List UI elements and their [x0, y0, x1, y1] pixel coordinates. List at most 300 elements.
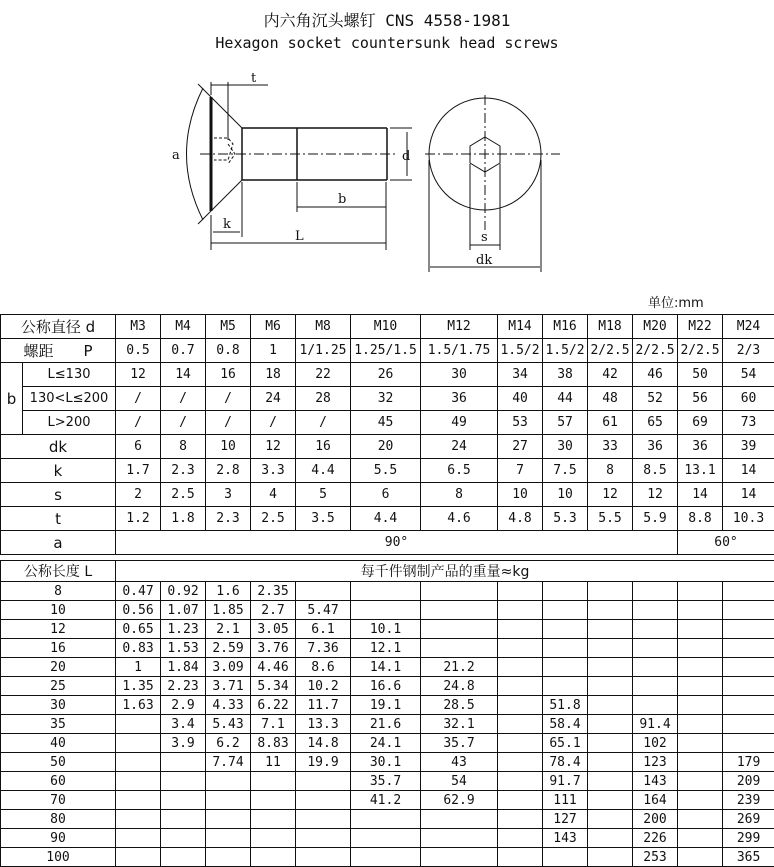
weight-value: 78.4: [543, 753, 588, 772]
size-header: M10: [351, 315, 421, 339]
weight-value: 91.7: [543, 772, 588, 791]
b-value: 38: [543, 363, 588, 387]
pitch-value: 1.5/1.75: [421, 339, 498, 363]
b-value: /: [161, 411, 206, 435]
b-value: 14: [161, 363, 206, 387]
weight-value: 21.2: [421, 658, 498, 677]
size-header: M20: [633, 315, 678, 339]
weight-value: 226: [633, 829, 678, 848]
length-value: 30: [1, 696, 116, 715]
dim-value: 5: [296, 483, 351, 507]
weight-value: 2.7: [251, 601, 296, 620]
dim-value: 6: [116, 435, 161, 459]
weight-value: [351, 848, 421, 867]
dim-value: 4.4: [351, 507, 421, 531]
weight-value: [206, 810, 251, 829]
weight-value: [633, 620, 678, 639]
size-header: M24: [723, 315, 774, 339]
weight-value: 1.07: [161, 601, 206, 620]
weight-value: [678, 715, 723, 734]
weight-value: [351, 810, 421, 829]
weight-value: [543, 658, 588, 677]
weight-value: [421, 810, 498, 829]
weight-value: 3.09: [206, 658, 251, 677]
dim-value: 6: [351, 483, 421, 507]
weight-value: 8.83: [251, 734, 296, 753]
dim-value: 1.8: [161, 507, 206, 531]
weight-value: 62.9: [421, 791, 498, 810]
weight-value: [161, 772, 206, 791]
b-value: 49: [421, 411, 498, 435]
weight-value: 0.92: [161, 582, 206, 601]
weight-row: [1, 791, 774, 810]
weight-value: 164: [633, 791, 678, 810]
weight-value: [116, 829, 161, 848]
weight-value: 365: [723, 848, 774, 867]
weight-value: 127: [543, 810, 588, 829]
b-value: 57: [543, 411, 588, 435]
weight-value: 41.2: [351, 791, 421, 810]
weight-row: [1, 601, 774, 620]
dim-value: 14: [723, 483, 774, 507]
weight-value: 11.7: [296, 696, 351, 715]
weight-value: [498, 582, 543, 601]
weight-value: [633, 639, 678, 658]
dim-value: 8.8: [678, 507, 723, 531]
b-value: 16: [206, 363, 251, 387]
dim-value: 14: [723, 459, 774, 483]
weight-value: [498, 810, 543, 829]
weight-value: [251, 810, 296, 829]
weight-value: [543, 620, 588, 639]
weight-value: 54: [421, 772, 498, 791]
weight-value: [678, 620, 723, 639]
weight-value: [678, 772, 723, 791]
weight-value: 200: [633, 810, 678, 829]
b-value: 54: [723, 363, 774, 387]
dim-value: 10.3: [723, 507, 774, 531]
weight-value: [588, 715, 633, 734]
weight-row: [1, 848, 774, 867]
pitch-value: 1/1.25: [296, 339, 351, 363]
weight-value: 6.1: [296, 620, 351, 639]
dim-value: 10: [498, 483, 543, 507]
weight-value: 35.7: [351, 772, 421, 791]
dim-row-k: [1, 459, 774, 483]
dim-value: 5.9: [633, 507, 678, 531]
dim-value: 13.1: [678, 459, 723, 483]
b-value: 60: [723, 387, 774, 411]
weight-value: 35.7: [421, 734, 498, 753]
length-value: 25: [1, 677, 116, 696]
dim-value: 2.3: [206, 507, 251, 531]
weight-value: [296, 810, 351, 829]
b-value: 52: [633, 387, 678, 411]
angle-row: [1, 531, 774, 555]
weight-value: 6.2: [206, 734, 251, 753]
dim-value: 2.5: [251, 507, 296, 531]
weight-value: [251, 829, 296, 848]
size-header: M6: [251, 315, 296, 339]
weight-value: [723, 715, 774, 734]
weight-value: [498, 677, 543, 696]
b-condition: L≤130: [23, 363, 116, 387]
length-value: 50: [1, 753, 116, 772]
pitch-value: 1.5/2: [498, 339, 543, 363]
dim-label-d: d: [402, 149, 410, 164]
size-header: M22: [678, 315, 723, 339]
dim-value: 36: [633, 435, 678, 459]
pitch-value: 2/2.5: [633, 339, 678, 363]
weight-value: [723, 658, 774, 677]
weight-value: [633, 696, 678, 715]
weight-value: 0.65: [116, 620, 161, 639]
b-value: 36: [421, 387, 498, 411]
weight-value: [498, 734, 543, 753]
dim-value: 2.5: [161, 483, 206, 507]
weight-value: [678, 848, 723, 867]
weight-value: 7.74: [206, 753, 251, 772]
weight-value: [543, 639, 588, 658]
length-value: 16: [1, 639, 116, 658]
weight-value: 7.1: [251, 715, 296, 734]
dim-value: 24: [421, 435, 498, 459]
dim-value: 5.3: [543, 507, 588, 531]
weight-value: [251, 791, 296, 810]
b-condition: L>200: [23, 411, 116, 435]
length-value: 20: [1, 658, 116, 677]
b-value: 61: [588, 411, 633, 435]
pitch-label: [1, 339, 116, 363]
weight-value: 209: [723, 772, 774, 791]
weight-value: [678, 601, 723, 620]
b-value: 30: [421, 363, 498, 387]
dim-value: 12: [251, 435, 296, 459]
b-row: [1, 411, 774, 435]
weight-value: [498, 829, 543, 848]
weight-value: 14.8: [296, 734, 351, 753]
unit-label: 单位:mm: [648, 292, 704, 311]
weight-value: 179: [723, 753, 774, 772]
weight-value: 2.9: [161, 696, 206, 715]
dim-value: 36: [678, 435, 723, 459]
dim-label: s: [1, 483, 116, 507]
dim-value: 3: [206, 483, 251, 507]
weight-value: [116, 715, 161, 734]
weight-value: 24.1: [351, 734, 421, 753]
b-value: 46: [633, 363, 678, 387]
pitch-value: 2/3: [723, 339, 774, 363]
dim-value: 4.8: [498, 507, 543, 531]
weight-value: [588, 734, 633, 753]
weight-value: 32.1: [421, 715, 498, 734]
weight-value: [588, 601, 633, 620]
dim-value: 8: [588, 459, 633, 483]
weight-value: [678, 753, 723, 772]
weight-value: [116, 791, 161, 810]
pitch-value: 1: [251, 339, 296, 363]
weight-value: [723, 582, 774, 601]
weight-value: [421, 620, 498, 639]
weight-value: 0.83: [116, 639, 161, 658]
weight-value: [543, 677, 588, 696]
dim-label-k: k: [223, 217, 231, 232]
weight-value: [678, 582, 723, 601]
weight-row: [1, 829, 774, 848]
weight-value: [588, 810, 633, 829]
weight-value: [543, 848, 588, 867]
weight-value: 21.6: [351, 715, 421, 734]
b-value: /: [116, 387, 161, 411]
weight-value: [161, 829, 206, 848]
dim-value: 8: [421, 483, 498, 507]
weight-value: [678, 658, 723, 677]
b-value: /: [206, 411, 251, 435]
length-value: 90: [1, 829, 116, 848]
weight-value: [421, 601, 498, 620]
weight-value: 299: [723, 829, 774, 848]
weight-value: 28.5: [421, 696, 498, 715]
weight-value: 2.1: [206, 620, 251, 639]
dim-value: 3.5: [296, 507, 351, 531]
b-value: 65: [633, 411, 678, 435]
dim-label-t: t: [251, 71, 257, 86]
length-value: 70: [1, 791, 116, 810]
dim-value: 8.5: [633, 459, 678, 483]
weight-value: [421, 582, 498, 601]
pitch-value: 2/2.5: [678, 339, 723, 363]
weight-value: 1.53: [161, 639, 206, 658]
dim-value: 7: [498, 459, 543, 483]
weight-value: [498, 791, 543, 810]
dim-value: 30: [543, 435, 588, 459]
weight-value: [678, 810, 723, 829]
weight-value: [498, 715, 543, 734]
b-value: 32: [351, 387, 421, 411]
weight-value: [116, 810, 161, 829]
dim-value: 10: [206, 435, 251, 459]
weight-row: [1, 810, 774, 829]
weight-value: 1.84: [161, 658, 206, 677]
weight-value: 1.6: [206, 582, 251, 601]
b-value: 42: [588, 363, 633, 387]
dim-value: 16: [296, 435, 351, 459]
weight-value: [296, 829, 351, 848]
weight-value: [161, 810, 206, 829]
weight-value: 19.9: [296, 753, 351, 772]
weight-value: [723, 601, 774, 620]
pitch-value: 0.5: [116, 339, 161, 363]
weight-value: 3.71: [206, 677, 251, 696]
weight-row: [1, 658, 774, 677]
size-header: M12: [421, 315, 498, 339]
pitch-value: 0.7: [161, 339, 206, 363]
dim-label-dk: dk: [476, 253, 492, 268]
weight-value: 5.43: [206, 715, 251, 734]
weight-row: [1, 620, 774, 639]
b-value: 44: [543, 387, 588, 411]
length-value: 60: [1, 772, 116, 791]
weight-value: [206, 772, 251, 791]
weight-value: [678, 829, 723, 848]
weight-value: [543, 582, 588, 601]
title-english: Hexagon socket countersunk head screws: [0, 34, 774, 52]
b-value: 24: [251, 387, 296, 411]
b-value: 26: [351, 363, 421, 387]
weight-value: [723, 677, 774, 696]
weight-row: [1, 772, 774, 791]
weight-value: [421, 848, 498, 867]
weight-value: [498, 696, 543, 715]
weight-value: 65.1: [543, 734, 588, 753]
weight-value: 24.8: [421, 677, 498, 696]
weight-value: [588, 620, 633, 639]
b-value: 56: [678, 387, 723, 411]
dim-label-L: L: [295, 229, 304, 244]
weight-value: 3.76: [251, 639, 296, 658]
b-value: 73: [723, 411, 774, 435]
size-header-row: [1, 315, 774, 339]
weight-value: [723, 696, 774, 715]
dim-value: 12: [633, 483, 678, 507]
weight-value: 269: [723, 810, 774, 829]
dim-label: k: [1, 459, 116, 483]
dim-value: 14: [678, 483, 723, 507]
weight-value: [351, 829, 421, 848]
size-header: M5: [206, 315, 251, 339]
weight-value: 2.35: [251, 582, 296, 601]
dim-label: t: [1, 507, 116, 531]
b-value: 48: [588, 387, 633, 411]
weight-value: [206, 791, 251, 810]
weight-value: 2.23: [161, 677, 206, 696]
b-value: 45: [351, 411, 421, 435]
weight-value: [588, 677, 633, 696]
weight-value: [678, 696, 723, 715]
weight-value: 253: [633, 848, 678, 867]
weight-value: 3.9: [161, 734, 206, 753]
weight-row: [1, 677, 774, 696]
dim-value: 6.5: [421, 459, 498, 483]
weight-value: [588, 753, 633, 772]
weight-row: [1, 734, 774, 753]
weight-value: 51.8: [543, 696, 588, 715]
dim-value: 12: [588, 483, 633, 507]
weight-value: 2.59: [206, 639, 251, 658]
b-row: [1, 387, 774, 411]
pitch-row: [1, 339, 774, 363]
angle-value-90: 90°: [116, 531, 678, 555]
angle-value-60: 60°: [678, 531, 774, 555]
weight-value: [633, 658, 678, 677]
weight-value: [498, 848, 543, 867]
weight-value: 4.33: [206, 696, 251, 715]
b-value: 12: [116, 363, 161, 387]
weight-header-row: [1, 561, 774, 582]
weight-value: 1: [116, 658, 161, 677]
weight-value: 30.1: [351, 753, 421, 772]
weight-value: 13.3: [296, 715, 351, 734]
weight-value: 1.35: [116, 677, 161, 696]
weight-value: [588, 772, 633, 791]
weight-value: [498, 658, 543, 677]
dim-value: 33: [588, 435, 633, 459]
length-value: 40: [1, 734, 116, 753]
weight-value: 0.56: [116, 601, 161, 620]
dim-label-s: s: [481, 230, 488, 245]
b-value: /: [116, 411, 161, 435]
weight-value: 7.36: [296, 639, 351, 658]
dim-value: 4.6: [421, 507, 498, 531]
weight-value: [206, 848, 251, 867]
weight-value: [723, 639, 774, 658]
size-header: M8: [296, 315, 351, 339]
weight-value: [161, 753, 206, 772]
dim-label-b: b: [338, 192, 346, 207]
weight-value: [588, 658, 633, 677]
weight-value: 111: [543, 791, 588, 810]
weight-value: [678, 639, 723, 658]
weight-value: [633, 677, 678, 696]
weight-value: [723, 734, 774, 753]
weight-value: [116, 753, 161, 772]
dim-value: 2.8: [206, 459, 251, 483]
pitch-value: 1.5/2: [543, 339, 588, 363]
weight-row: [1, 696, 774, 715]
dim-value: 5.5: [588, 507, 633, 531]
weight-value: 16.6: [351, 677, 421, 696]
weight-caption: 每千件钢制产品的重量≈kg: [116, 561, 774, 582]
weight-value: [351, 601, 421, 620]
dim-label: dk: [1, 435, 116, 459]
weight-value: [296, 791, 351, 810]
weight-value: [678, 791, 723, 810]
weight-value: [678, 677, 723, 696]
weight-value: 143: [633, 772, 678, 791]
b-value: 34: [498, 363, 543, 387]
weight-value: [588, 639, 633, 658]
b-value: /: [251, 411, 296, 435]
weight-value: [206, 829, 251, 848]
b-value: 40: [498, 387, 543, 411]
weight-value: 239: [723, 791, 774, 810]
weight-value: 0.47: [116, 582, 161, 601]
weight-value: 3.4: [161, 715, 206, 734]
dimension-table: [0, 314, 774, 555]
weight-value: 1.23: [161, 620, 206, 639]
dim-value: 39: [723, 435, 774, 459]
weight-value: 123: [633, 753, 678, 772]
weight-row: [1, 582, 774, 601]
dim-value: 1.2: [116, 507, 161, 531]
weight-value: 1.63: [116, 696, 161, 715]
weight-table: [0, 560, 774, 867]
weight-value: [421, 639, 498, 658]
dim-value: 2.3: [161, 459, 206, 483]
b-value: 18: [251, 363, 296, 387]
b-value: 50: [678, 363, 723, 387]
b-value: /: [206, 387, 251, 411]
size-header: M18: [588, 315, 633, 339]
weight-value: [498, 620, 543, 639]
weight-value: [116, 734, 161, 753]
angle-label: a: [1, 531, 116, 555]
weight-value: [251, 772, 296, 791]
weight-value: [588, 848, 633, 867]
size-header: M3: [116, 315, 161, 339]
weight-value: 12.1: [351, 639, 421, 658]
weight-value: 10.1: [351, 620, 421, 639]
